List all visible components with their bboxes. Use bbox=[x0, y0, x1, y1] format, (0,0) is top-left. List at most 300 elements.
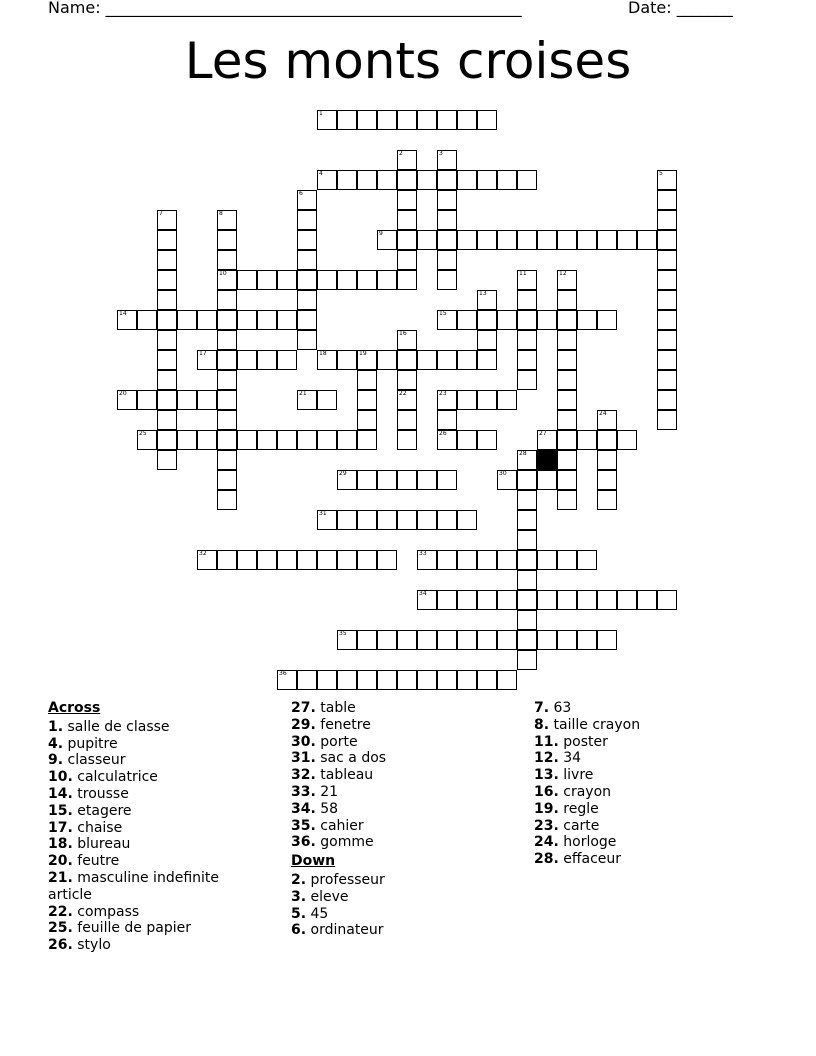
grid-cell[interactable] bbox=[157, 290, 177, 310]
grid-cell[interactable] bbox=[457, 430, 477, 450]
grid-cell[interactable] bbox=[217, 390, 237, 410]
grid-cell[interactable] bbox=[217, 370, 237, 390]
grid-cell[interactable] bbox=[297, 310, 317, 330]
grid-cell[interactable] bbox=[277, 430, 297, 450]
grid-cell[interactable] bbox=[257, 350, 277, 370]
clue-item: 14. trousse bbox=[48, 785, 129, 802]
grid-cell[interactable] bbox=[497, 310, 517, 330]
grid-cell[interactable] bbox=[397, 110, 417, 130]
grid-cell[interactable] bbox=[597, 590, 617, 610]
grid-cell[interactable] bbox=[157, 270, 177, 290]
grid-cell[interactable] bbox=[517, 650, 537, 670]
grid-cell[interactable] bbox=[297, 670, 317, 690]
grid-cell[interactable] bbox=[437, 550, 457, 570]
grid-cell[interactable] bbox=[297, 290, 317, 310]
grid-cell[interactable] bbox=[477, 590, 497, 610]
grid-cell[interactable] bbox=[377, 470, 397, 490]
clue-number: 26 bbox=[439, 430, 447, 437]
grid-cell[interactable] bbox=[257, 430, 277, 450]
grid-cell[interactable] bbox=[537, 550, 557, 570]
clue-number: 14 bbox=[119, 310, 127, 317]
grid-cell[interactable] bbox=[357, 110, 377, 130]
grid-cell[interactable] bbox=[477, 110, 497, 130]
grid-cell[interactable] bbox=[457, 630, 477, 650]
grid-cell[interactable] bbox=[437, 310, 457, 330]
grid-cell[interactable] bbox=[557, 270, 577, 290]
grid-cell[interactable] bbox=[357, 350, 377, 370]
grid-cell[interactable] bbox=[497, 550, 517, 570]
grid-cell[interactable] bbox=[477, 390, 497, 410]
grid-cell[interactable] bbox=[397, 250, 417, 270]
grid-cell[interactable] bbox=[297, 430, 317, 450]
grid-cell[interactable] bbox=[137, 310, 157, 330]
clue-number: 9 bbox=[379, 230, 383, 237]
grid-cell[interactable] bbox=[397, 630, 417, 650]
grid-cell[interactable] bbox=[477, 170, 497, 190]
grid-cell[interactable] bbox=[457, 230, 477, 250]
grid-cell[interactable] bbox=[477, 350, 497, 370]
grid-cell[interactable] bbox=[417, 110, 437, 130]
grid-cell[interactable] bbox=[437, 510, 457, 530]
grid-cell[interactable] bbox=[417, 510, 437, 530]
grid-cell[interactable] bbox=[437, 270, 457, 290]
grid-cell[interactable] bbox=[157, 230, 177, 250]
grid-cell[interactable] bbox=[657, 370, 677, 390]
grid-cell[interactable] bbox=[397, 350, 417, 370]
down-heading: Down bbox=[291, 853, 336, 870]
grid-cell[interactable] bbox=[577, 230, 597, 250]
clue-item: 2. professeur bbox=[291, 871, 385, 888]
clues-column-3 bbox=[534, 700, 764, 868]
grid-cell[interactable] bbox=[397, 370, 417, 390]
grid-cell[interactable] bbox=[437, 590, 457, 610]
grid-cell[interactable] bbox=[597, 490, 617, 510]
grid-cell[interactable] bbox=[477, 330, 497, 350]
grid-cell[interactable] bbox=[157, 370, 177, 390]
grid-cell[interactable] bbox=[657, 290, 677, 310]
grid-cell[interactable] bbox=[597, 450, 617, 470]
grid-cell[interactable] bbox=[317, 110, 337, 130]
grid-cell[interactable] bbox=[217, 330, 237, 350]
grid-cell[interactable] bbox=[157, 410, 177, 430]
grid-cell[interactable] bbox=[277, 550, 297, 570]
grid-cell[interactable] bbox=[157, 330, 177, 350]
grid-cell[interactable] bbox=[437, 470, 457, 490]
grid-cell[interactable] bbox=[317, 170, 337, 190]
grid-cell[interactable] bbox=[317, 510, 337, 530]
grid-cell[interactable] bbox=[337, 170, 357, 190]
grid-cell[interactable] bbox=[417, 550, 437, 570]
grid-cell[interactable] bbox=[657, 310, 677, 330]
grid-cell[interactable] bbox=[517, 270, 537, 290]
grid-cell[interactable] bbox=[517, 310, 537, 330]
grid-cell[interactable] bbox=[297, 550, 317, 570]
clue-number: 24 bbox=[599, 410, 607, 417]
grid-cell[interactable] bbox=[557, 630, 577, 650]
grid-cell[interactable] bbox=[597, 410, 617, 430]
grid-cell[interactable] bbox=[357, 430, 377, 450]
grid-cell[interactable] bbox=[577, 590, 597, 610]
grid-cell[interactable] bbox=[217, 250, 237, 270]
grid-cell[interactable] bbox=[457, 670, 477, 690]
grid-cell[interactable] bbox=[137, 430, 157, 450]
grid-cell[interactable] bbox=[337, 470, 357, 490]
grid-cell[interactable] bbox=[657, 350, 677, 370]
grid-cell[interactable] bbox=[657, 390, 677, 410]
grid-cell[interactable] bbox=[457, 110, 477, 130]
grid-cell[interactable] bbox=[417, 470, 437, 490]
grid-cell[interactable] bbox=[657, 410, 677, 430]
grid-cell[interactable] bbox=[477, 310, 497, 330]
grid-cell[interactable] bbox=[517, 470, 537, 490]
grid-cell[interactable] bbox=[157, 210, 177, 230]
grid-cell[interactable] bbox=[317, 270, 337, 290]
grid-cell[interactable] bbox=[517, 530, 537, 550]
grid-cell[interactable] bbox=[357, 510, 377, 530]
grid-cell[interactable] bbox=[517, 370, 537, 390]
grid-cell[interactable] bbox=[437, 110, 457, 130]
grid-cell[interactable] bbox=[157, 390, 177, 410]
grid-cell[interactable] bbox=[317, 350, 337, 370]
grid-cell[interactable] bbox=[357, 410, 377, 430]
grid-cell[interactable] bbox=[377, 230, 397, 250]
grid-cell[interactable] bbox=[217, 490, 237, 510]
grid-cell[interactable] bbox=[277, 350, 297, 370]
grid-cell[interactable] bbox=[117, 310, 137, 330]
grid-cell[interactable] bbox=[237, 270, 257, 290]
grid-cell[interactable] bbox=[657, 330, 677, 350]
grid-cell[interactable] bbox=[557, 230, 577, 250]
grid-cell[interactable] bbox=[337, 430, 357, 450]
grid-cell[interactable] bbox=[257, 270, 277, 290]
grid-cell[interactable] bbox=[397, 330, 417, 350]
grid-cell[interactable] bbox=[517, 290, 537, 310]
clue-item: 15. etagere bbox=[48, 802, 132, 819]
grid-cell[interactable] bbox=[517, 630, 537, 650]
grid-cell[interactable] bbox=[377, 270, 397, 290]
grid-cell[interactable] bbox=[317, 390, 337, 410]
grid-cell[interactable] bbox=[657, 210, 677, 230]
grid-cell[interactable] bbox=[497, 230, 517, 250]
grid-cell[interactable] bbox=[557, 590, 577, 610]
grid-cell[interactable] bbox=[337, 630, 357, 650]
grid-cell[interactable] bbox=[437, 190, 457, 210]
grid-cell[interactable] bbox=[397, 470, 417, 490]
grid-cell[interactable] bbox=[177, 430, 197, 450]
grid-cell[interactable] bbox=[217, 410, 237, 430]
grid-cell[interactable] bbox=[477, 630, 497, 650]
grid-cell[interactable] bbox=[237, 550, 257, 570]
grid-cell[interactable] bbox=[397, 170, 417, 190]
grid-cell[interactable] bbox=[457, 590, 477, 610]
grid-cell[interactable] bbox=[237, 310, 257, 330]
grid-cell[interactable] bbox=[297, 250, 317, 270]
grid-cell[interactable] bbox=[557, 430, 577, 450]
grid-cell[interactable] bbox=[197, 350, 217, 370]
grid-cell[interactable] bbox=[557, 290, 577, 310]
grid-cell[interactable] bbox=[377, 110, 397, 130]
grid-cell[interactable] bbox=[517, 550, 537, 570]
grid-cell[interactable] bbox=[357, 390, 377, 410]
grid-cell[interactable] bbox=[437, 630, 457, 650]
grid-cell[interactable] bbox=[577, 550, 597, 570]
grid-cell[interactable] bbox=[577, 310, 597, 330]
clue-item: 32. tableau bbox=[291, 767, 374, 784]
clue-number: 11 bbox=[519, 270, 527, 277]
grid-cell[interactable] bbox=[557, 470, 577, 490]
grid-cell[interactable] bbox=[557, 310, 577, 330]
grid-cell[interactable] bbox=[257, 550, 277, 570]
grid-cell[interactable] bbox=[437, 410, 457, 430]
clue-item: 8. taille crayon bbox=[534, 716, 641, 733]
grid-cell[interactable] bbox=[217, 430, 237, 450]
grid-cell[interactable] bbox=[397, 150, 417, 170]
grid-cell[interactable] bbox=[297, 230, 317, 250]
grid-cell[interactable] bbox=[277, 270, 297, 290]
grid-cell[interactable] bbox=[497, 590, 517, 610]
grid-cell[interactable] bbox=[457, 170, 477, 190]
grid-cell[interactable] bbox=[397, 390, 417, 410]
grid-cell[interactable] bbox=[377, 350, 397, 370]
grid-cell[interactable] bbox=[517, 450, 537, 470]
clue-item: 5. 45 bbox=[291, 905, 329, 922]
grid-cell[interactable] bbox=[217, 310, 237, 330]
grid-cell[interactable] bbox=[517, 350, 537, 370]
clue-number: 10 bbox=[219, 270, 227, 277]
grid-cell[interactable] bbox=[217, 470, 237, 490]
grid-cell[interactable] bbox=[557, 490, 577, 510]
grid-cell[interactable] bbox=[337, 350, 357, 370]
grid-cell[interactable] bbox=[357, 630, 377, 650]
grid-cell[interactable] bbox=[657, 230, 677, 250]
grid-cell[interactable] bbox=[217, 450, 237, 470]
grid-cell[interactable] bbox=[277, 310, 297, 330]
grid-cell[interactable] bbox=[437, 350, 457, 370]
grid-cell[interactable] bbox=[597, 630, 617, 650]
clue-number: 21 bbox=[299, 390, 307, 397]
grid-cell[interactable] bbox=[397, 210, 417, 230]
grid-cell[interactable] bbox=[397, 230, 417, 250]
grid-cell[interactable] bbox=[517, 230, 537, 250]
grid-cell[interactable] bbox=[477, 550, 497, 570]
date-field-label: Date: _______ bbox=[628, 0, 733, 17]
grid-cell[interactable] bbox=[357, 170, 377, 190]
grid-cell[interactable] bbox=[417, 350, 437, 370]
grid-cell[interactable] bbox=[337, 110, 357, 130]
grid-cell[interactable] bbox=[517, 170, 537, 190]
clue-number: 5 bbox=[659, 170, 663, 177]
clue-number: 35 bbox=[339, 630, 347, 637]
grid-cell[interactable] bbox=[457, 550, 477, 570]
grid-cell[interactable] bbox=[417, 590, 437, 610]
grid-cell[interactable] bbox=[377, 670, 397, 690]
grid-cell[interactable] bbox=[417, 170, 437, 190]
grid-cell[interactable] bbox=[357, 670, 377, 690]
grid-cell[interactable] bbox=[377, 550, 397, 570]
grid-cell[interactable] bbox=[457, 510, 477, 530]
grid-cell[interactable] bbox=[497, 630, 517, 650]
grid-cell[interactable] bbox=[537, 470, 557, 490]
grid-cell[interactable] bbox=[457, 390, 477, 410]
grid-cell[interactable] bbox=[437, 250, 457, 270]
grid-cell[interactable] bbox=[517, 330, 537, 350]
grid-cell[interactable] bbox=[317, 430, 337, 450]
grid-cell[interactable] bbox=[537, 310, 557, 330]
clue-item: 33. 21 bbox=[291, 783, 339, 800]
grid-cell[interactable] bbox=[177, 310, 197, 330]
grid-cell[interactable] bbox=[497, 670, 517, 690]
grid-cell[interactable] bbox=[657, 190, 677, 210]
grid-cell[interactable] bbox=[437, 430, 457, 450]
grid-cell[interactable] bbox=[437, 390, 457, 410]
grid-cell[interactable] bbox=[517, 570, 537, 590]
grid-cell[interactable] bbox=[197, 550, 217, 570]
grid-cell[interactable] bbox=[317, 550, 337, 570]
clue-item: 35. cahier bbox=[291, 817, 364, 834]
grid-cell[interactable] bbox=[537, 590, 557, 610]
grid-cell[interactable] bbox=[517, 510, 537, 530]
grid-cell[interactable] bbox=[397, 430, 417, 450]
grid-cell[interactable] bbox=[377, 510, 397, 530]
grid-cell[interactable] bbox=[357, 470, 377, 490]
grid-cell[interactable] bbox=[337, 510, 357, 530]
grid-cell[interactable] bbox=[377, 630, 397, 650]
grid-cell[interactable] bbox=[577, 630, 597, 650]
grid-cell[interactable] bbox=[557, 450, 577, 470]
grid-cell[interactable] bbox=[497, 170, 517, 190]
grid-cell[interactable] bbox=[497, 470, 517, 490]
grid-cell[interactable] bbox=[397, 510, 417, 530]
grid-cell[interactable] bbox=[477, 670, 497, 690]
clue-item: 29. fenetre bbox=[291, 716, 371, 733]
clue-item: 16. crayon bbox=[534, 783, 612, 800]
grid-cell[interactable] bbox=[417, 670, 437, 690]
grid-cell[interactable] bbox=[397, 410, 417, 430]
grid-cell[interactable] bbox=[297, 330, 317, 350]
grid-cell[interactable] bbox=[357, 370, 377, 390]
grid-cell[interactable] bbox=[317, 670, 337, 690]
grid-cell[interactable] bbox=[217, 270, 237, 290]
grid-cell[interactable] bbox=[597, 470, 617, 490]
grid-cell[interactable] bbox=[417, 630, 437, 650]
grid-cell[interactable] bbox=[537, 230, 557, 250]
grid-cell[interactable] bbox=[197, 430, 217, 450]
grid-cell[interactable] bbox=[157, 250, 177, 270]
clue-item: 9. classeur bbox=[48, 752, 126, 769]
grid-cell[interactable] bbox=[517, 590, 537, 610]
name-field-label: Name: ____________________________________________________ bbox=[48, 0, 522, 17]
grid-cell[interactable] bbox=[617, 230, 637, 250]
grid-cell[interactable] bbox=[157, 450, 177, 470]
grid-cell[interactable] bbox=[377, 170, 397, 190]
grid-cell[interactable] bbox=[517, 610, 537, 630]
grid-cell[interactable] bbox=[497, 390, 517, 410]
grid-cell[interactable] bbox=[437, 210, 457, 230]
grid-cell[interactable] bbox=[217, 290, 237, 310]
grid-cell[interactable] bbox=[157, 310, 177, 330]
clue-number: 30 bbox=[499, 470, 507, 477]
grid-cell[interactable] bbox=[537, 430, 557, 450]
grid-cell[interactable] bbox=[337, 670, 357, 690]
grid-cell[interactable] bbox=[437, 150, 457, 170]
grid-cell[interactable] bbox=[217, 550, 237, 570]
grid-cell[interactable] bbox=[577, 430, 597, 450]
grid-cell[interactable] bbox=[597, 230, 617, 250]
grid-cell[interactable] bbox=[277, 670, 297, 690]
grid-cell[interactable] bbox=[597, 310, 617, 330]
grid-cell[interactable] bbox=[217, 210, 237, 230]
grid-cell[interactable] bbox=[537, 630, 557, 650]
grid-cell[interactable] bbox=[657, 270, 677, 290]
grid-cell[interactable] bbox=[477, 230, 497, 250]
clue-number: 36 bbox=[279, 670, 287, 677]
grid-cell[interactable] bbox=[337, 270, 357, 290]
grid-cell[interactable] bbox=[437, 170, 457, 190]
grid-cell[interactable] bbox=[297, 190, 317, 210]
grid-cell[interactable] bbox=[357, 270, 377, 290]
grid-cell[interactable] bbox=[197, 390, 217, 410]
grid-cell[interactable] bbox=[557, 390, 577, 410]
grid-cell[interactable] bbox=[477, 430, 497, 450]
grid-cell[interactable] bbox=[617, 590, 637, 610]
grid-cell[interactable] bbox=[257, 310, 277, 330]
grid-cell[interactable] bbox=[657, 170, 677, 190]
grid-cell[interactable] bbox=[197, 310, 217, 330]
grid-cell[interactable] bbox=[517, 490, 537, 510]
grid-cell[interactable] bbox=[237, 350, 257, 370]
grid-cell[interactable] bbox=[457, 310, 477, 330]
grid-cell[interactable] bbox=[157, 430, 177, 450]
grid-cell[interactable] bbox=[397, 190, 417, 210]
grid-cell[interactable] bbox=[557, 550, 577, 570]
grid-cell[interactable] bbox=[337, 550, 357, 570]
grid-cell[interactable] bbox=[297, 210, 317, 230]
grid-cell[interactable] bbox=[557, 410, 577, 430]
clues-column-2 bbox=[291, 700, 491, 939]
clue-number: 4 bbox=[319, 170, 323, 177]
grid-cell[interactable] bbox=[417, 230, 437, 250]
grid-cell[interactable] bbox=[657, 250, 677, 270]
grid-cell[interactable] bbox=[557, 330, 577, 350]
grid-cell[interactable] bbox=[457, 350, 477, 370]
grid-cell[interactable] bbox=[217, 230, 237, 250]
grid-cell[interactable] bbox=[397, 270, 417, 290]
grid-cell[interactable] bbox=[617, 430, 637, 450]
grid-cell[interactable] bbox=[357, 550, 377, 570]
grid-cell[interactable] bbox=[297, 270, 317, 290]
clue-item: 24. horloge bbox=[534, 834, 617, 851]
grid-cell[interactable] bbox=[297, 390, 317, 410]
grid-cell[interactable] bbox=[437, 670, 457, 690]
grid-cell[interactable] bbox=[117, 390, 137, 410]
grid-cell[interactable] bbox=[237, 430, 257, 450]
grid-cell[interactable] bbox=[657, 590, 677, 610]
page-title: Les monts croises bbox=[184, 32, 632, 90]
grid-cell[interactable] bbox=[637, 230, 657, 250]
grid-cell[interactable] bbox=[157, 350, 177, 370]
grid-cell[interactable] bbox=[637, 590, 657, 610]
grid-cell[interactable] bbox=[437, 230, 457, 250]
grid-cell[interactable] bbox=[177, 390, 197, 410]
grid-cell[interactable] bbox=[557, 370, 577, 390]
grid-cell[interactable] bbox=[477, 290, 497, 310]
grid-cell[interactable] bbox=[217, 350, 237, 370]
grid-cell[interactable] bbox=[397, 670, 417, 690]
grid-cell[interactable] bbox=[137, 390, 157, 410]
grid-cell[interactable] bbox=[557, 350, 577, 370]
grid-cell[interactable] bbox=[597, 430, 617, 450]
clue-item: 13. livre bbox=[534, 767, 594, 784]
